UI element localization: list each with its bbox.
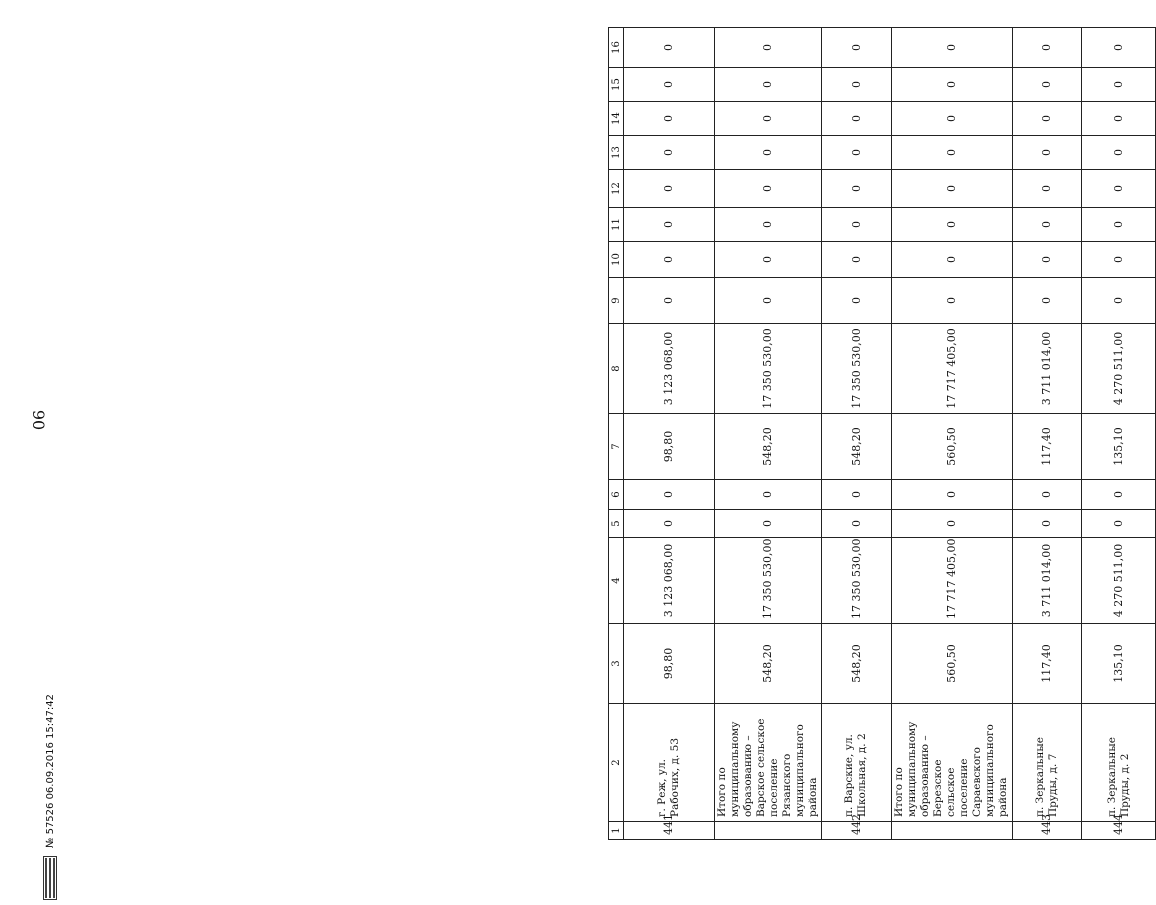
header-cell: 3 [609, 624, 624, 704]
table-cell-col13: 0 [714, 136, 822, 170]
stamp-text: № 57526 06.09.2016 15:47:42 [44, 694, 56, 848]
table-cell-col4: 17 717 405,00 [891, 538, 1012, 624]
table-cell-col10: 0 [891, 242, 1012, 278]
table-cell-col13: 0 [891, 136, 1012, 170]
page-number: 90 [29, 409, 49, 431]
table-cell-col14: 0 [624, 102, 714, 136]
table-cell-col8: 17 350 530,00 [822, 324, 892, 414]
table-cell-col12: 0 [1082, 170, 1156, 208]
table-cell-col2: г. Реж, ул. Рабочих, д. 53 [624, 704, 714, 822]
table-cell-col8: 3 123 068,00 [624, 324, 714, 414]
table-cell-col2: Итого по муниципальному образованию – Березское сельское поселение Сараевского муниципального района [891, 704, 1012, 822]
table-cell-col9: 0 [822, 278, 892, 324]
table-cell-col7: 117,40 [1012, 414, 1082, 480]
header-cell: 1 [609, 822, 624, 840]
table-cell-col2: п. Зеркальные Пруды, д. 2 [1082, 704, 1156, 822]
table-cell-col7: 98,80 [624, 414, 714, 480]
table-cell-col14: 0 [714, 102, 822, 136]
table-cell-col16: 0 [1082, 28, 1156, 68]
table-cell-col7: 135,10 [1082, 414, 1156, 480]
header-row [609, 28, 624, 840]
table-cell-col6: 0 [1012, 480, 1082, 510]
table-cell-col12: 0 [1012, 170, 1082, 208]
table-cell-col14: 0 [891, 102, 1012, 136]
table-cell-col6: 0 [891, 480, 1012, 510]
data-table [608, 27, 1156, 840]
table-cell-col6: 0 [714, 480, 822, 510]
table-cell-col9: 0 [624, 278, 714, 324]
header-cell: 15 [609, 68, 624, 102]
table-row [624, 28, 714, 840]
table-cell-col4: 17 350 530,00 [822, 538, 892, 624]
table-cell-col15: 0 [1012, 68, 1082, 102]
table-cell-col8: 3 711 014,00 [1012, 324, 1082, 414]
table-cell-col7: 548,20 [714, 414, 822, 480]
table-cell-col1: 441 [624, 822, 714, 840]
header-cell: 2 [609, 704, 624, 822]
header-cell: 5 [609, 510, 624, 538]
table-cell-col15: 0 [714, 68, 822, 102]
table-cell-col11: 0 [1082, 208, 1156, 242]
table-cell-col12: 0 [714, 170, 822, 208]
table-cell-col5: 0 [891, 510, 1012, 538]
table-cell-col5: 0 [714, 510, 822, 538]
table-cell-col5: 0 [1012, 510, 1082, 538]
table-cell-col15: 0 [1082, 68, 1156, 102]
header-cell: 12 [609, 170, 624, 208]
table-cell-col6: 0 [822, 480, 892, 510]
table-cell-col9: 0 [1082, 278, 1156, 324]
table-cell-col10: 0 [822, 242, 892, 278]
table-cell-col14: 0 [822, 102, 892, 136]
header-cell: 11 [609, 208, 624, 242]
table-row [1012, 28, 1082, 840]
table-cell-col11: 0 [822, 208, 892, 242]
table-cell-col10: 0 [624, 242, 714, 278]
header-cell: 9 [609, 278, 624, 324]
table-cell-col1 [891, 822, 1012, 840]
table-row [891, 28, 1012, 840]
table-cell-col5: 0 [624, 510, 714, 538]
table-cell-col10: 0 [1012, 242, 1082, 278]
header-cell: 6 [609, 480, 624, 510]
table-cell-col13: 0 [1012, 136, 1082, 170]
table-cell-col4: 3 123 068,00 [624, 538, 714, 624]
table-cell-col11: 0 [714, 208, 822, 242]
registration-stamp [38, 670, 62, 900]
table-cell-col14: 0 [1012, 102, 1082, 136]
table-cell-col5: 0 [822, 510, 892, 538]
table-cell-col15: 0 [624, 68, 714, 102]
table-cell-col15: 0 [822, 68, 892, 102]
rotated-table-wrapper [60, 28, 1131, 840]
table-cell-col13: 0 [624, 136, 714, 170]
table-cell-col16: 0 [624, 28, 714, 68]
table-cell-col1: 443 [1012, 822, 1082, 840]
table-cell-col2: Итого по муниципальному образованию – Варское сельское поселение Рязанского муниципального района [714, 704, 822, 822]
table-cell-col11: 0 [1012, 208, 1082, 242]
table-cell-col1: 444 [1082, 822, 1156, 840]
table-cell-col11: 0 [891, 208, 1012, 242]
table-cell-col3: 548,20 [822, 624, 892, 704]
table-cell-col3: 98,80 [624, 624, 714, 704]
table-cell-col8: 4 270 511,00 [1082, 324, 1156, 414]
table-cell-col8: 17 717 405,00 [891, 324, 1012, 414]
table-cell-col2: п. Зеркальные Пруды, д. 7 [1012, 704, 1082, 822]
header-cell: 4 [609, 538, 624, 624]
table-cell-col1: 442 [822, 822, 892, 840]
table-cell-col10: 0 [1082, 242, 1156, 278]
table-cell-col3: 548,20 [714, 624, 822, 704]
table-cell-col4: 3 711 014,00 [1012, 538, 1082, 624]
header-cell: 14 [609, 102, 624, 136]
table-cell-col3: 560,50 [891, 624, 1012, 704]
table-cell-col7: 548,20 [822, 414, 892, 480]
header-cell: 16 [609, 28, 624, 68]
table-row [822, 28, 892, 840]
table-cell-col2: п. Варские, ул. Школьная, д. 2 [822, 704, 892, 822]
table-cell-col16: 0 [822, 28, 892, 68]
table-row [714, 28, 822, 840]
table-cell-col16: 0 [1012, 28, 1082, 68]
table-cell-col9: 0 [714, 278, 822, 324]
header-cell: 8 [609, 324, 624, 414]
table-cell-col9: 0 [1012, 278, 1082, 324]
table-cell-col6: 0 [624, 480, 714, 510]
table-cell-col16: 0 [891, 28, 1012, 68]
table-cell-col4: 17 350 530,00 [714, 538, 822, 624]
table-cell-col13: 0 [1082, 136, 1156, 170]
table-cell-col7: 560,50 [891, 414, 1012, 480]
table-cell-col16: 0 [714, 28, 822, 68]
table-cell-col9: 0 [891, 278, 1012, 324]
table-cell-col6: 0 [1082, 480, 1156, 510]
table-cell-col5: 0 [1082, 510, 1156, 538]
header-cell: 13 [609, 136, 624, 170]
table-cell-col1 [714, 822, 822, 840]
table-cell-col10: 0 [714, 242, 822, 278]
table-cell-col3: 135,10 [1082, 624, 1156, 704]
table-cell-col14: 0 [1082, 102, 1156, 136]
table-cell-col4: 4 270 511,00 [1082, 538, 1156, 624]
stamp-logo-icon [43, 856, 57, 900]
table-cell-col12: 0 [891, 170, 1012, 208]
table-cell-col11: 0 [624, 208, 714, 242]
header-cell: 10 [609, 242, 624, 278]
table-cell-col8: 17 350 530,00 [714, 324, 822, 414]
header-cell: 7 [609, 414, 624, 480]
table-cell-col13: 0 [822, 136, 892, 170]
table-cell-col12: 0 [822, 170, 892, 208]
table-cell-col12: 0 [624, 170, 714, 208]
table-cell-col3: 117,40 [1012, 624, 1082, 704]
table-row [1082, 28, 1156, 840]
table-cell-col15: 0 [891, 68, 1012, 102]
